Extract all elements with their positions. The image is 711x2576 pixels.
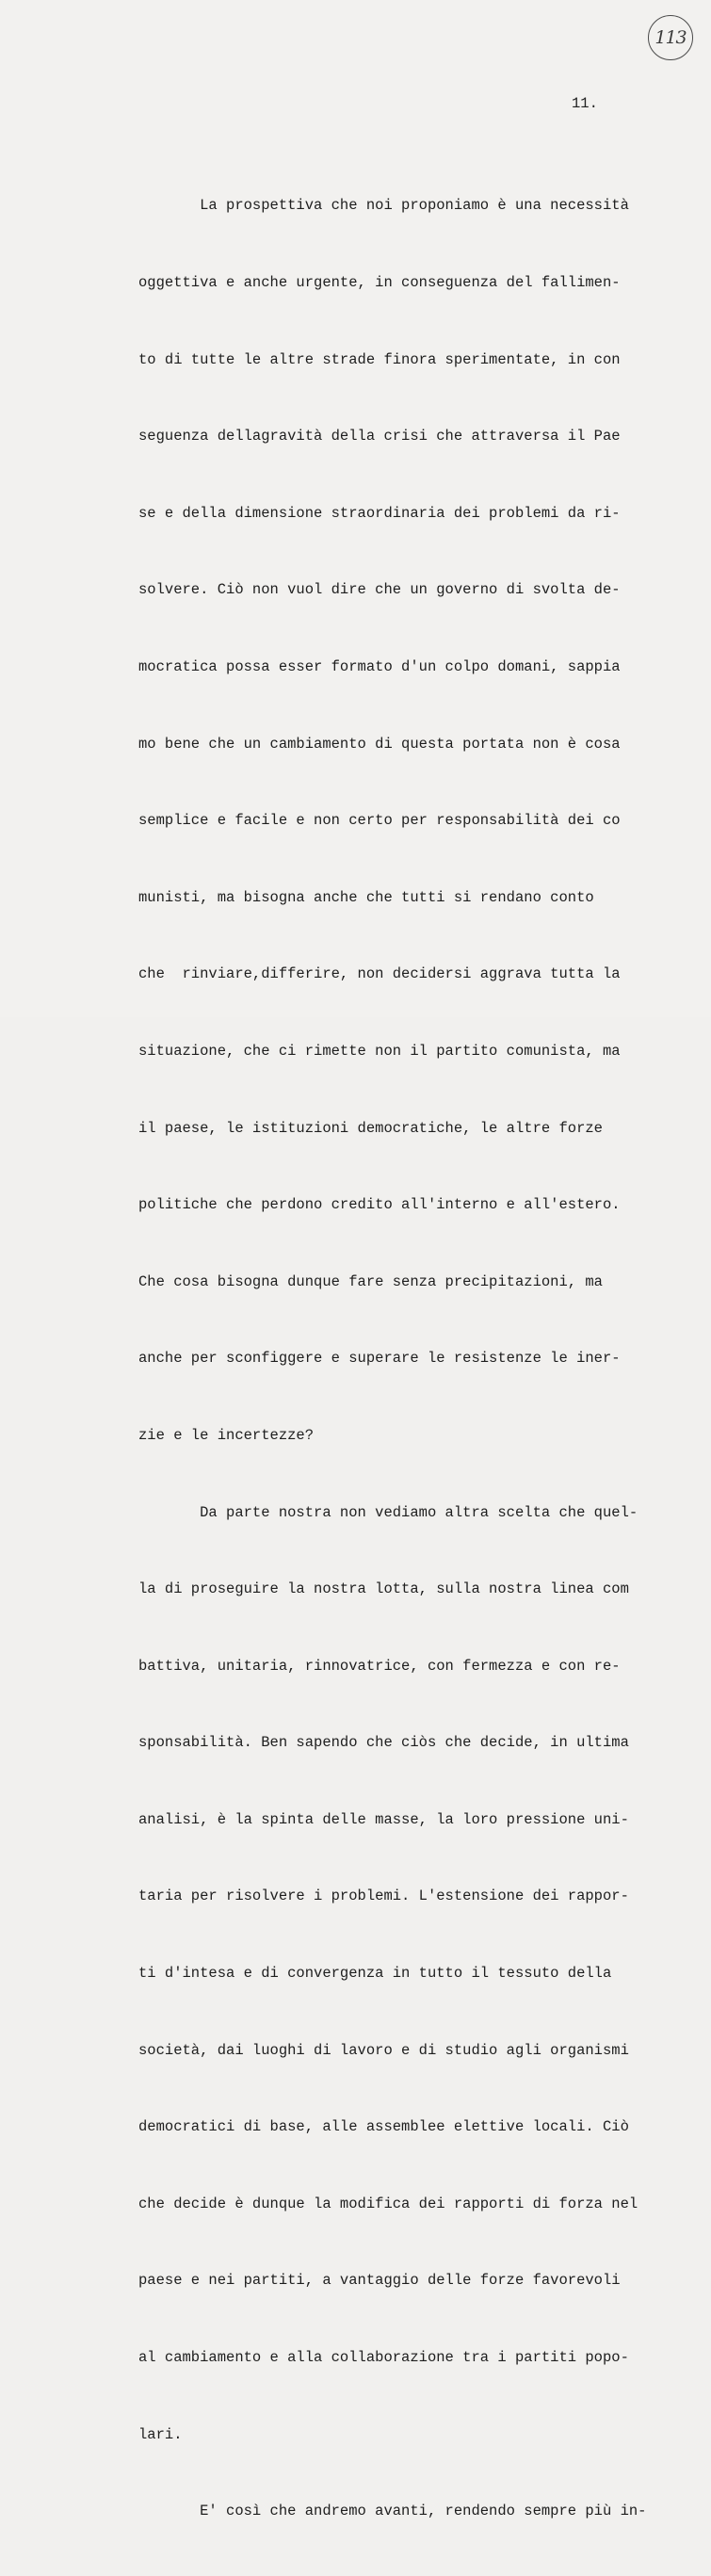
text-line: ti d'intesa e di convergenza in tutto il tessuto della: [138, 1965, 612, 1983]
text-line: se e della dimensione straordinaria dei problemi da ri-: [138, 504, 621, 522]
text-line: seguenza dellagravità della crisi che attraversa il Pae: [138, 428, 621, 446]
text-line: E' così che andremo avanti, rendendo sempre più in-: [138, 2503, 647, 2520]
text-line: solvere. Ciò non vuol dire che un governo di svolta de-: [138, 581, 621, 599]
text-line: politiche che perdono credito all'interno e all'estero.: [138, 1196, 621, 1214]
archive-stamp-number: 113: [654, 27, 687, 48]
text-line: Da parte nostra non vediamo altra scelta che quel-: [138, 1503, 638, 1521]
text-line: situazione, che ci rimette non il partito comunista, ma: [138, 1042, 621, 1060]
typewritten-body: [138, 142, 666, 2576]
text-line: anche per sconfiggere e superare le resistenze le iner-: [138, 1350, 621, 1368]
text-line: al cambiamento e alla collaborazione tra i partiti popo-: [138, 2349, 629, 2367]
text-line: Che cosa bisogna dunque fare senza precipitazioni, ma: [138, 1272, 603, 1290]
text-line: democratici di base, alle assemblee elettive locali. Ciò: [138, 2118, 629, 2136]
archive-page-stamp: [648, 15, 693, 60]
text-line: mocratica possa esser formato d'un colpo domani, sappia: [138, 657, 621, 675]
text-line: La prospettiva che noi proponiamo è una necessità: [138, 197, 629, 215]
text-line: analisi, è la spinta delle masse, la loro pressione uni-: [138, 1810, 629, 1828]
text-line: zie e le incertezze?: [138, 1426, 315, 1444]
text-line: semplice e facile e non certo per responsabilità dei co: [138, 812, 621, 830]
text-line: la di proseguire la nostra lotta, sulla nostra linea com: [138, 1580, 629, 1598]
text-line: oggettiva e anche urgente, in conseguenza del fallimen-: [138, 274, 621, 291]
page-number: 11.: [572, 95, 598, 112]
text-line: mo bene che un cambiamento di questa portata non è cosa: [138, 735, 621, 753]
text-line: sponsabilità. Ben sapendo che ciòs che decide, in ultima: [138, 1734, 629, 1752]
text-line: battiva, unitaria, rinnovatrice, con fermezza e con re-: [138, 1657, 621, 1675]
text-line: che decide è dunque la modifica dei rapporti di forza nel: [138, 2195, 638, 2212]
text-line: il paese, le istituzioni democratiche, le altre forze: [138, 1119, 603, 1137]
text-line: paese e nei partiti, a vantaggio delle forze favorevoli: [138, 2272, 621, 2290]
text-line: che rinviare,differire, non decidersi aggrava tutta la: [138, 965, 621, 983]
text-line: to di tutte le altre strade finora sperimentate, in con: [138, 350, 621, 368]
text-line: munisti, ma bisogna anche che tutti si rendano conto: [138, 888, 594, 906]
text-line: società, dai luoghi di lavoro e di studio agli organismi: [138, 2041, 629, 2059]
text-line: lari.: [138, 2425, 183, 2443]
text-line: taria per risolvere i problemi. L'estensione dei rappor-: [138, 1887, 629, 1905]
